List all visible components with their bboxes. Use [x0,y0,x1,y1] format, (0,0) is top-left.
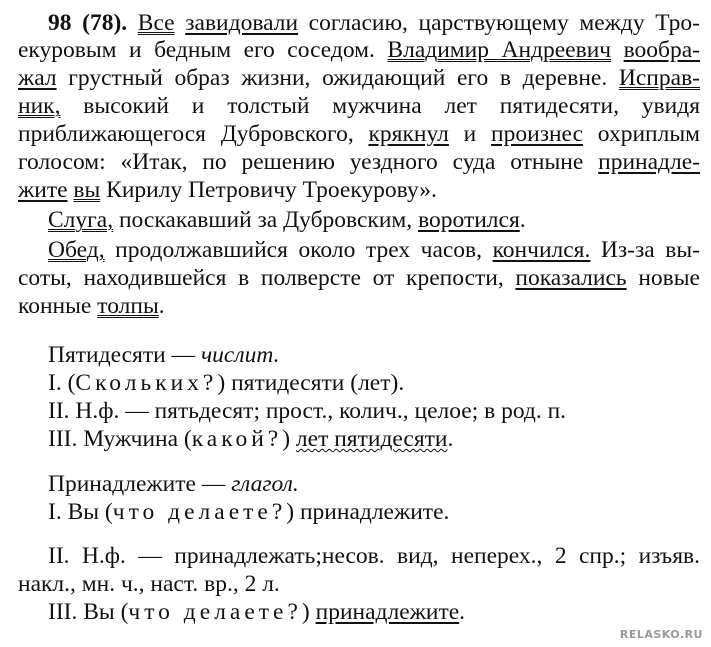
analysis2-header: Принадлежите — глагол. [48,471,299,497]
subject-word: вы [73,177,101,203]
paragraph1-line5: приближающегося Дубровского, крякнул и произнес охриплым [18,121,700,147]
subject-word: Слуга, [48,207,114,233]
paragraph3-line3: конные толпы. [18,293,165,319]
subject-word: ник, [18,93,61,119]
part-of-speech: числит. [200,342,280,368]
subject-word: Обед, [48,237,105,263]
analysis2-step1: I. Вы (что делаете?) принадлежите. [48,499,450,525]
question: что делаете? [112,499,287,525]
question: что делаете? [128,599,302,625]
paragraph1-line4: ник, высокий и толстый мужчина лет пятидесяти, увидя [18,93,700,119]
predicate-word: принадлежите [315,599,460,625]
attribute-word: лет пятидесяти [295,426,448,452]
site-watermark: RELASKO.RU [619,628,703,641]
analysis2-step2-line1: II. Н.ф. — принадлежать;несов. вид, неперех., 2 спр.; изъяв. [48,543,700,569]
predicate-word: принадле- [598,149,700,175]
predicate-word: вообра- [623,37,701,63]
predicate-word: показались [515,265,627,291]
subject-word: Владимир Андреевич [387,37,612,63]
question: какой? [191,426,283,452]
predicate-word: кончился. [492,237,591,263]
paragraph3-line1: Обед, продолжавшийся около трех часов, кончился. Из-за вы- [48,237,700,263]
paragraph3-line2: соты, находившейся в полверсте от крепости, показались новые [18,265,700,291]
paragraph1-line1: 98 (78). Все завидовали согласию, царствующему между Тро- [48,10,700,36]
predicate-word: воротился [418,207,520,233]
paragraph2: Слуга, поскакавший за Дубровским, воротился. [48,207,526,233]
analysis1-step3: III. Мужчина (какой?) лет пятидесяти. [48,426,454,452]
part-of-speech: глагол. [231,471,299,497]
paragraph1-line7: жите вы Кирилу Петровичу Троекурову». [18,177,437,203]
analysis1-header: Пятидесяти — числит. [48,342,280,368]
predicate-word: завидовали [185,10,299,36]
subject-word: Исправ- [618,65,700,91]
exercise-number: 98 (78). [48,10,128,36]
subject-word: Все [137,10,175,36]
predicate-word: крякнул [368,121,449,147]
predicate-word: жите [18,177,68,203]
question: Скольких? [75,370,218,396]
paragraph1-line6: голосом: «Итак, по решению уездного суда отныне принадле- [18,149,700,175]
predicate-word: жал [18,65,57,91]
paragraph1-line3: жал грустный образ жизни, ожидающий его в деревне. Исправ- [18,65,700,91]
subject-word: толпы [97,293,159,319]
analysis1-step2: II. Н.ф. — пятьдесят; прост., колич., целое; в род. п. [48,398,567,424]
predicate-word: произнес [491,121,584,147]
analysis1-step1: I. (Скольких?) пятидесяти (лет). [48,370,405,396]
analysis2-step2-line2: накл., мн. ч., наст. вр., 2 л. [18,571,280,597]
paragraph1-line2: екуровым и бедным его соседом. Владимир Андреевич вообра- [18,37,701,63]
analysis2-step3: III. Вы (что делаете?) принадлежите. [48,599,466,625]
